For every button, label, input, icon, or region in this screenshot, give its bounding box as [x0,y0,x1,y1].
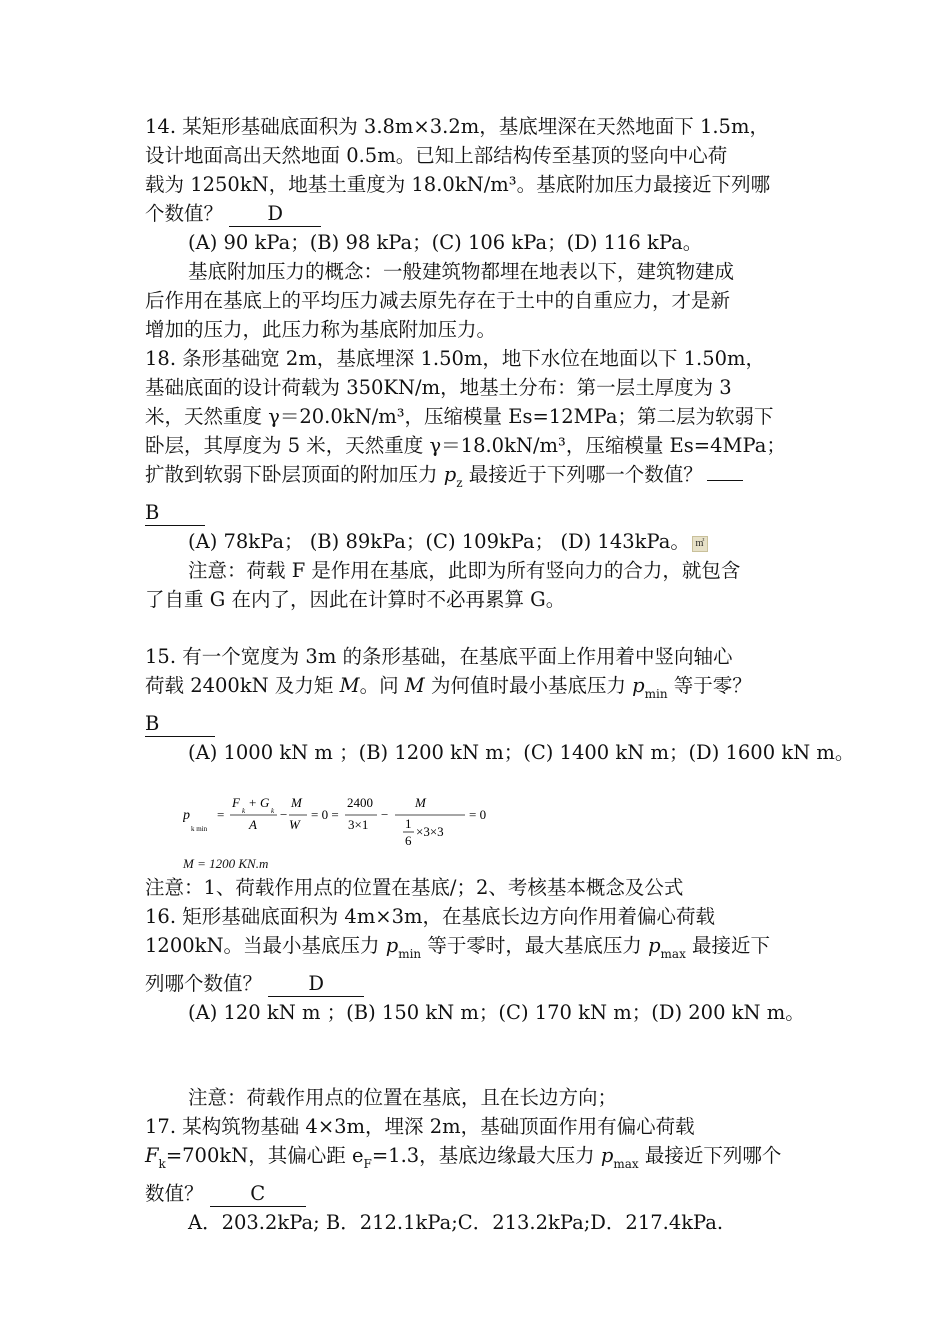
q15-stem-a: 荷载 2400kN 及力矩 [145,674,340,697]
q18-answer-line [145,498,813,527]
q18-p-symbol: p [443,463,457,486]
fml-W: W [289,817,300,832]
fml-end: = 0 [469,807,487,822]
q16-line-3 [145,969,813,998]
q17-e-subscript: F [363,1157,372,1171]
q18-p-subscript: z [456,476,463,490]
q17-F-subscript: k [158,1157,166,1171]
q17-line-2 [145,1141,813,1179]
q14-answer-blank: D [229,202,321,227]
q18-options [145,527,813,556]
fml-M-2: M [415,795,426,810]
q14-note-3: 增加的压力，此压力称为基底附加压力。 [145,318,497,341]
fml-minus: − [280,807,288,822]
fml-A: A [249,817,257,832]
q16-options: (A) 120 kN m ；(B) 150 kN m；(C) 170 kN m；(D) 200 kN m。 [188,1001,805,1024]
q15-p-subscript: min [644,687,668,701]
fml-p-sub: k min [191,825,208,833]
fml-G: G [260,795,270,810]
q17-line-3 [145,1179,813,1208]
q15-stem-b: 。问 [359,674,405,697]
fml-zero: = 0 = [311,807,339,822]
q16-stem-a: 1200kN。当最小基底压力 [145,934,386,957]
q17-line-1: 17. 某构筑物基础 4×3m，埋深 2m，基础顶面作用有偏心荷载 [145,1115,695,1138]
q16-note: 注意：荷载作用点的位置在基底，且在长边方向； [188,1086,618,1109]
fml-eq: = [217,807,225,822]
q18-stem-a: 扩散到软弱下卧层顶面的附加压力 [145,463,444,486]
fml-F: F [232,795,240,810]
q17-options: A．203.2kPa; B．212.1kPa;C．213.2kPa;D．217.4kPa. [188,1211,724,1234]
q18-note-2: 了自重 G 在内了，因此在计算时不必再累算 G。 [145,588,566,611]
square-meter-icon: ㎡ [692,536,708,552]
q18-line-2: 基础底面的设计荷载为 350KN/m，地基土分布：第一层土厚度为 3 [145,376,732,399]
q17-p-subscript: max [613,1157,639,1171]
q16-pmax-subscript: max [660,947,686,961]
q17-stem-a: =700kN，其偏心距 e [165,1144,364,1167]
spacer-2 [145,1027,813,1083]
spacer [145,614,813,642]
q14-note-1: 基底附加压力的概念：一般建筑物都埋在地表以下，建筑物建成 [188,260,735,283]
q18-stem-b: 最接近于下列哪一个数值？ [462,463,703,486]
q16-line-1: 16. 矩形基础底面积为 4m×3m，在基底长边方向作用着偏心荷载 [145,905,716,928]
q16-stem-b: 等于零时，最大基底压力 [421,934,649,957]
q17-p-symbol: p [600,1144,614,1167]
q18-line-5 [145,460,813,498]
fml-F-sub: k [242,807,246,815]
q14-line-3: 载为 1250kN，地基土重度为 18.0kN/m³。基底附加压力最接近下列哪 [145,173,771,196]
q18-line-4: 卧层，其厚度为 5 米，天然重度 γ＝18.0kN/m³，压缩模量 Es=4MPa； [145,434,786,457]
q14-note-2: 后作用在基底上的平均压力减去原先存在于土中的自重应力，才是新 [145,289,731,312]
q14-line-4 [145,199,813,228]
q15-formula [145,785,813,855]
q15-m-symbol: M [339,674,360,697]
fml-minus-2: − [381,807,389,822]
q15-p-symbol: p [632,674,645,697]
q15-m-symbol-2: M [404,674,425,697]
q18-blank-tail [707,480,743,481]
q15-line-1: 15. 有一个宽度为 3m 的条形基础，在基底平面上作用着中竖向轴心 [145,645,733,668]
q16-stem-end: 列哪个数值？ [145,972,263,995]
q15-note: 注意：1、荷载作用点的位置在基底/；2、考核基本概念及公式 [145,876,684,899]
q15-line-2 [145,671,813,709]
q16-stem-c: 最接近下 [685,934,771,957]
q14-line-1: 14. 某矩形基础底面积为 3.8m×3.2m，基底埋深在天然地面下 1.5m， [145,115,769,138]
fml-one: 1 [405,816,412,831]
q17-stem-c: 最接近下列哪个 [638,1144,782,1167]
q16-answer-blank: D [268,972,364,997]
q14-options: (A) 90 kPa；(B) 98 kPa；(C) 106 kPa；(D) 116 kPa。 [188,231,703,254]
q17-F-symbol: F [145,1144,159,1167]
q15-answer-blank: B [145,712,215,737]
fml-M: M [291,795,302,810]
fml-x3x3: ×3×3 [416,824,444,839]
fml-plus: + [249,795,257,810]
q18-line-1: 18. 条形基础宽 2m，基底埋深 1.50m，地下水位在地面以下 1.50m， [145,347,766,370]
fml-six: 6 [405,833,412,848]
q15-stem-d: 等于零？ [667,674,752,697]
q14-stem-end: 个数值？ [145,202,224,225]
q17-stem-b: =1.3，基底边缘最大压力 [371,1144,601,1167]
document-page [145,112,855,1237]
q18-note-1: 注意：荷载 F 是作用在基底，此即为所有竖向力的合力，就包含 [188,559,741,582]
q16-p-symbol-2: p [648,934,661,957]
formula-svg [183,791,643,851]
q18-line-3: 米，天然重度 γ＝20.0kN/m³，压缩模量 Es=12MPa；第二层为软弱下 [145,405,774,428]
q17-answer-blank: C [210,1182,306,1207]
q16-line-2 [145,931,813,969]
fml-2400: 2400 [347,795,373,810]
q15-result: M = 1200 KN.m [183,856,269,871]
q15-answer-line [145,709,813,738]
fml-p: p [183,808,190,823]
q18-answer-blank: B [145,501,205,526]
q16-pmin-subscript: min [398,947,422,961]
q18-options-text: (A) 78kPa； (B) 89kPa；(C) 109kPa； (D) 143kPa。 [188,530,690,553]
fml-3x1: 3×1 [348,817,369,832]
q14-line-2: 设计地面高出天然地面 0.5m。已知上部结构传至基顶的竖向中心荷 [145,144,728,167]
q15-options: (A) 1000 kN m ；(B) 1200 kN m；(C) 1400 kN m；(D) 1600 kN m。 [188,741,855,764]
q17-stem-end: 数值？ [145,1182,204,1205]
q15-stem-c: 为何值时最小基底压力 [424,674,633,697]
fml-G-sub: k [271,807,275,815]
q16-p-symbol: p [385,934,399,957]
